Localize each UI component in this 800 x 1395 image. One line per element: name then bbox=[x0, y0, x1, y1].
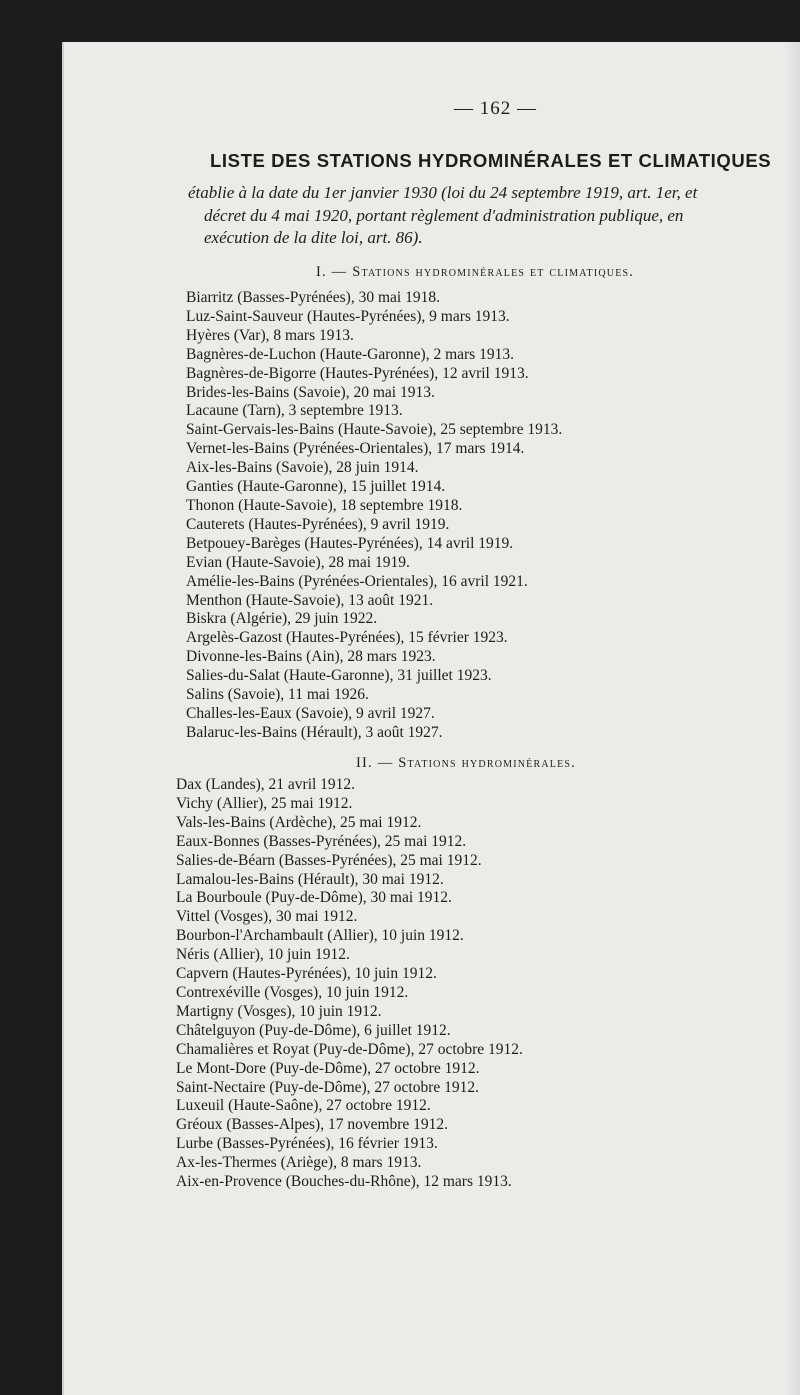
list-item: Vernet-les-Bains (Pyrénées-Orientales), 17 mars 1914. bbox=[186, 440, 525, 458]
list-item: Saint-Nectaire (Puy-de-Dôme), 27 octobre 1912. bbox=[176, 1078, 480, 1096]
list-item: Bagnères-de-Luchon (Haute-Garonne), 2 mars 1913. bbox=[186, 345, 514, 363]
list-item: Argelès-Gazost (Hautes-Pyrénées), 15 février 1923. bbox=[186, 629, 508, 647]
section-2-heading: II. — Stations hydrominérales. bbox=[356, 755, 576, 771]
list-item: Lurbe (Basses-Pyrénées), 16 février 1913. bbox=[176, 1135, 438, 1153]
list-item: Salies-de-Béarn (Basses-Pyrénées), 25 mai 1912. bbox=[176, 851, 482, 869]
list-item: Luz-Saint-Sauveur (Hautes-Pyrénées), 9 mars 1913. bbox=[186, 307, 510, 325]
list-item: Salies-du-Salat (Haute-Garonne), 31 juillet 1923. bbox=[186, 667, 492, 685]
list-item: Thonon (Haute-Savoie), 18 septembre 1918. bbox=[186, 496, 463, 514]
list-item: Aix-les-Bains (Savoie), 28 juin 1914. bbox=[186, 459, 419, 477]
list-item: Divonne-les-Bains (Ain), 28 mars 1923. bbox=[186, 648, 436, 666]
list-item: Ganties (Haute-Garonne), 15 juillet 1914. bbox=[186, 478, 446, 496]
document-subtitle bbox=[188, 182, 788, 250]
list-item: Menthon (Haute-Savoie), 13 août 1921. bbox=[186, 591, 434, 609]
list-item: Vals-les-Bains (Ardèche), 25 mai 1912. bbox=[176, 813, 422, 831]
list-item: Contrexéville (Vosges), 10 juin 1912. bbox=[176, 983, 409, 1001]
list-item: Hyères (Var), 8 mars 1913. bbox=[186, 326, 354, 344]
list-item: Capvern (Hautes-Pyrénées), 10 juin 1912. bbox=[176, 965, 437, 983]
list-item: La Bourboule (Puy-de-Dôme), 30 mai 1912. bbox=[176, 889, 452, 907]
document-page bbox=[62, 42, 800, 1395]
list-item: Lamalou-les-Bains (Hérault), 30 mai 1912. bbox=[176, 870, 444, 888]
section-1-list bbox=[186, 289, 562, 743]
list-item: Eaux-Bonnes (Basses-Pyrénées), 25 mai 1912. bbox=[176, 832, 467, 850]
list-item: Saint-Gervais-les-Bains (Haute-Savoie), 25 septembre 1913. bbox=[186, 421, 563, 439]
list-item: Gréoux (Basses-Alpes), 17 novembre 1912. bbox=[176, 1116, 449, 1134]
subtitle-line-2: décret du 4 mai 1920, portant règlement d'administration publique, en bbox=[204, 205, 684, 225]
list-item: Chamalières et Royat (Puy-de-Dôme), 27 octobre 1912. bbox=[176, 1040, 523, 1058]
list-item: Salins (Savoie), 11 mai 1926. bbox=[186, 686, 369, 704]
list-item: Lacaune (Tarn), 3 septembre 1913. bbox=[186, 402, 403, 420]
list-item: Vichy (Allier), 25 mai 1912. bbox=[176, 794, 353, 812]
list-item: Martigny (Vosges), 10 juin 1912. bbox=[176, 1002, 382, 1020]
document-title: LISTE DES STATIONS HYDROMINÉRALES ET CLIMATIQUES bbox=[210, 150, 772, 171]
list-item: Dax (Landes), 21 avril 1912. bbox=[176, 776, 356, 793]
subtitle-line-3: exécution de la dite loi, art. 86). bbox=[204, 228, 423, 247]
list-item: Challes-les-Eaux (Savoie), 9 avril 1927. bbox=[186, 704, 435, 722]
section-2-list bbox=[176, 776, 523, 1192]
list-item: Betpouey-Barèges (Hautes-Pyrénées), 14 avril 1919. bbox=[186, 534, 514, 552]
list-item: Evian (Haute-Savoie), 28 mai 1919. bbox=[186, 553, 410, 571]
list-item: Biskra (Algérie), 29 juin 1922. bbox=[186, 610, 378, 628]
list-item: Vittel (Vosges), 30 mai 1912. bbox=[176, 908, 358, 926]
list-item: Aix-en-Provence (Bouches-du-Rhône), 12 mars 1913. bbox=[176, 1173, 512, 1191]
list-item: Brides-les-Bains (Savoie), 20 mai 1913. bbox=[186, 383, 435, 401]
list-item: Biarritz (Basses-Pyrénées), 30 mai 1918. bbox=[186, 289, 440, 306]
list-item: Néris (Allier), 10 juin 1912. bbox=[176, 946, 350, 964]
list-item: Balaruc-les-Bains (Hérault), 3 août 1927. bbox=[186, 723, 443, 741]
list-item: Châtelguyon (Puy-de-Dôme), 6 juillet 1912. bbox=[176, 1021, 451, 1039]
list-item: Ax-les-Thermes (Ariège), 8 mars 1913. bbox=[176, 1154, 422, 1172]
list-item: Bagnères-de-Bigorre (Hautes-Pyrénées), 12 avril 1913. bbox=[186, 364, 529, 382]
section-1-heading: I. — Stations hydrominérales et climatiques. bbox=[316, 264, 635, 280]
list-item: Cauterets (Hautes-Pyrénées), 9 avril 1919. bbox=[186, 515, 450, 533]
list-item: Le Mont-Dore (Puy-de-Dôme), 27 octobre 1912. bbox=[176, 1059, 480, 1077]
list-item: Bourbon-l'Archambault (Allier), 10 juin 1912. bbox=[176, 927, 464, 945]
subtitle-line-1: établie à la date du 1er janvier 1930 (loi du 24 septembre 1919, art. 1er, et bbox=[188, 183, 698, 202]
page-number: — 162 — bbox=[454, 98, 537, 119]
list-item: Amélie-les-Bains (Pyrénées-Orientales), 16 avril 1921. bbox=[186, 572, 528, 590]
list-item: Luxeuil (Haute-Saône), 27 octobre 1912. bbox=[176, 1097, 431, 1115]
